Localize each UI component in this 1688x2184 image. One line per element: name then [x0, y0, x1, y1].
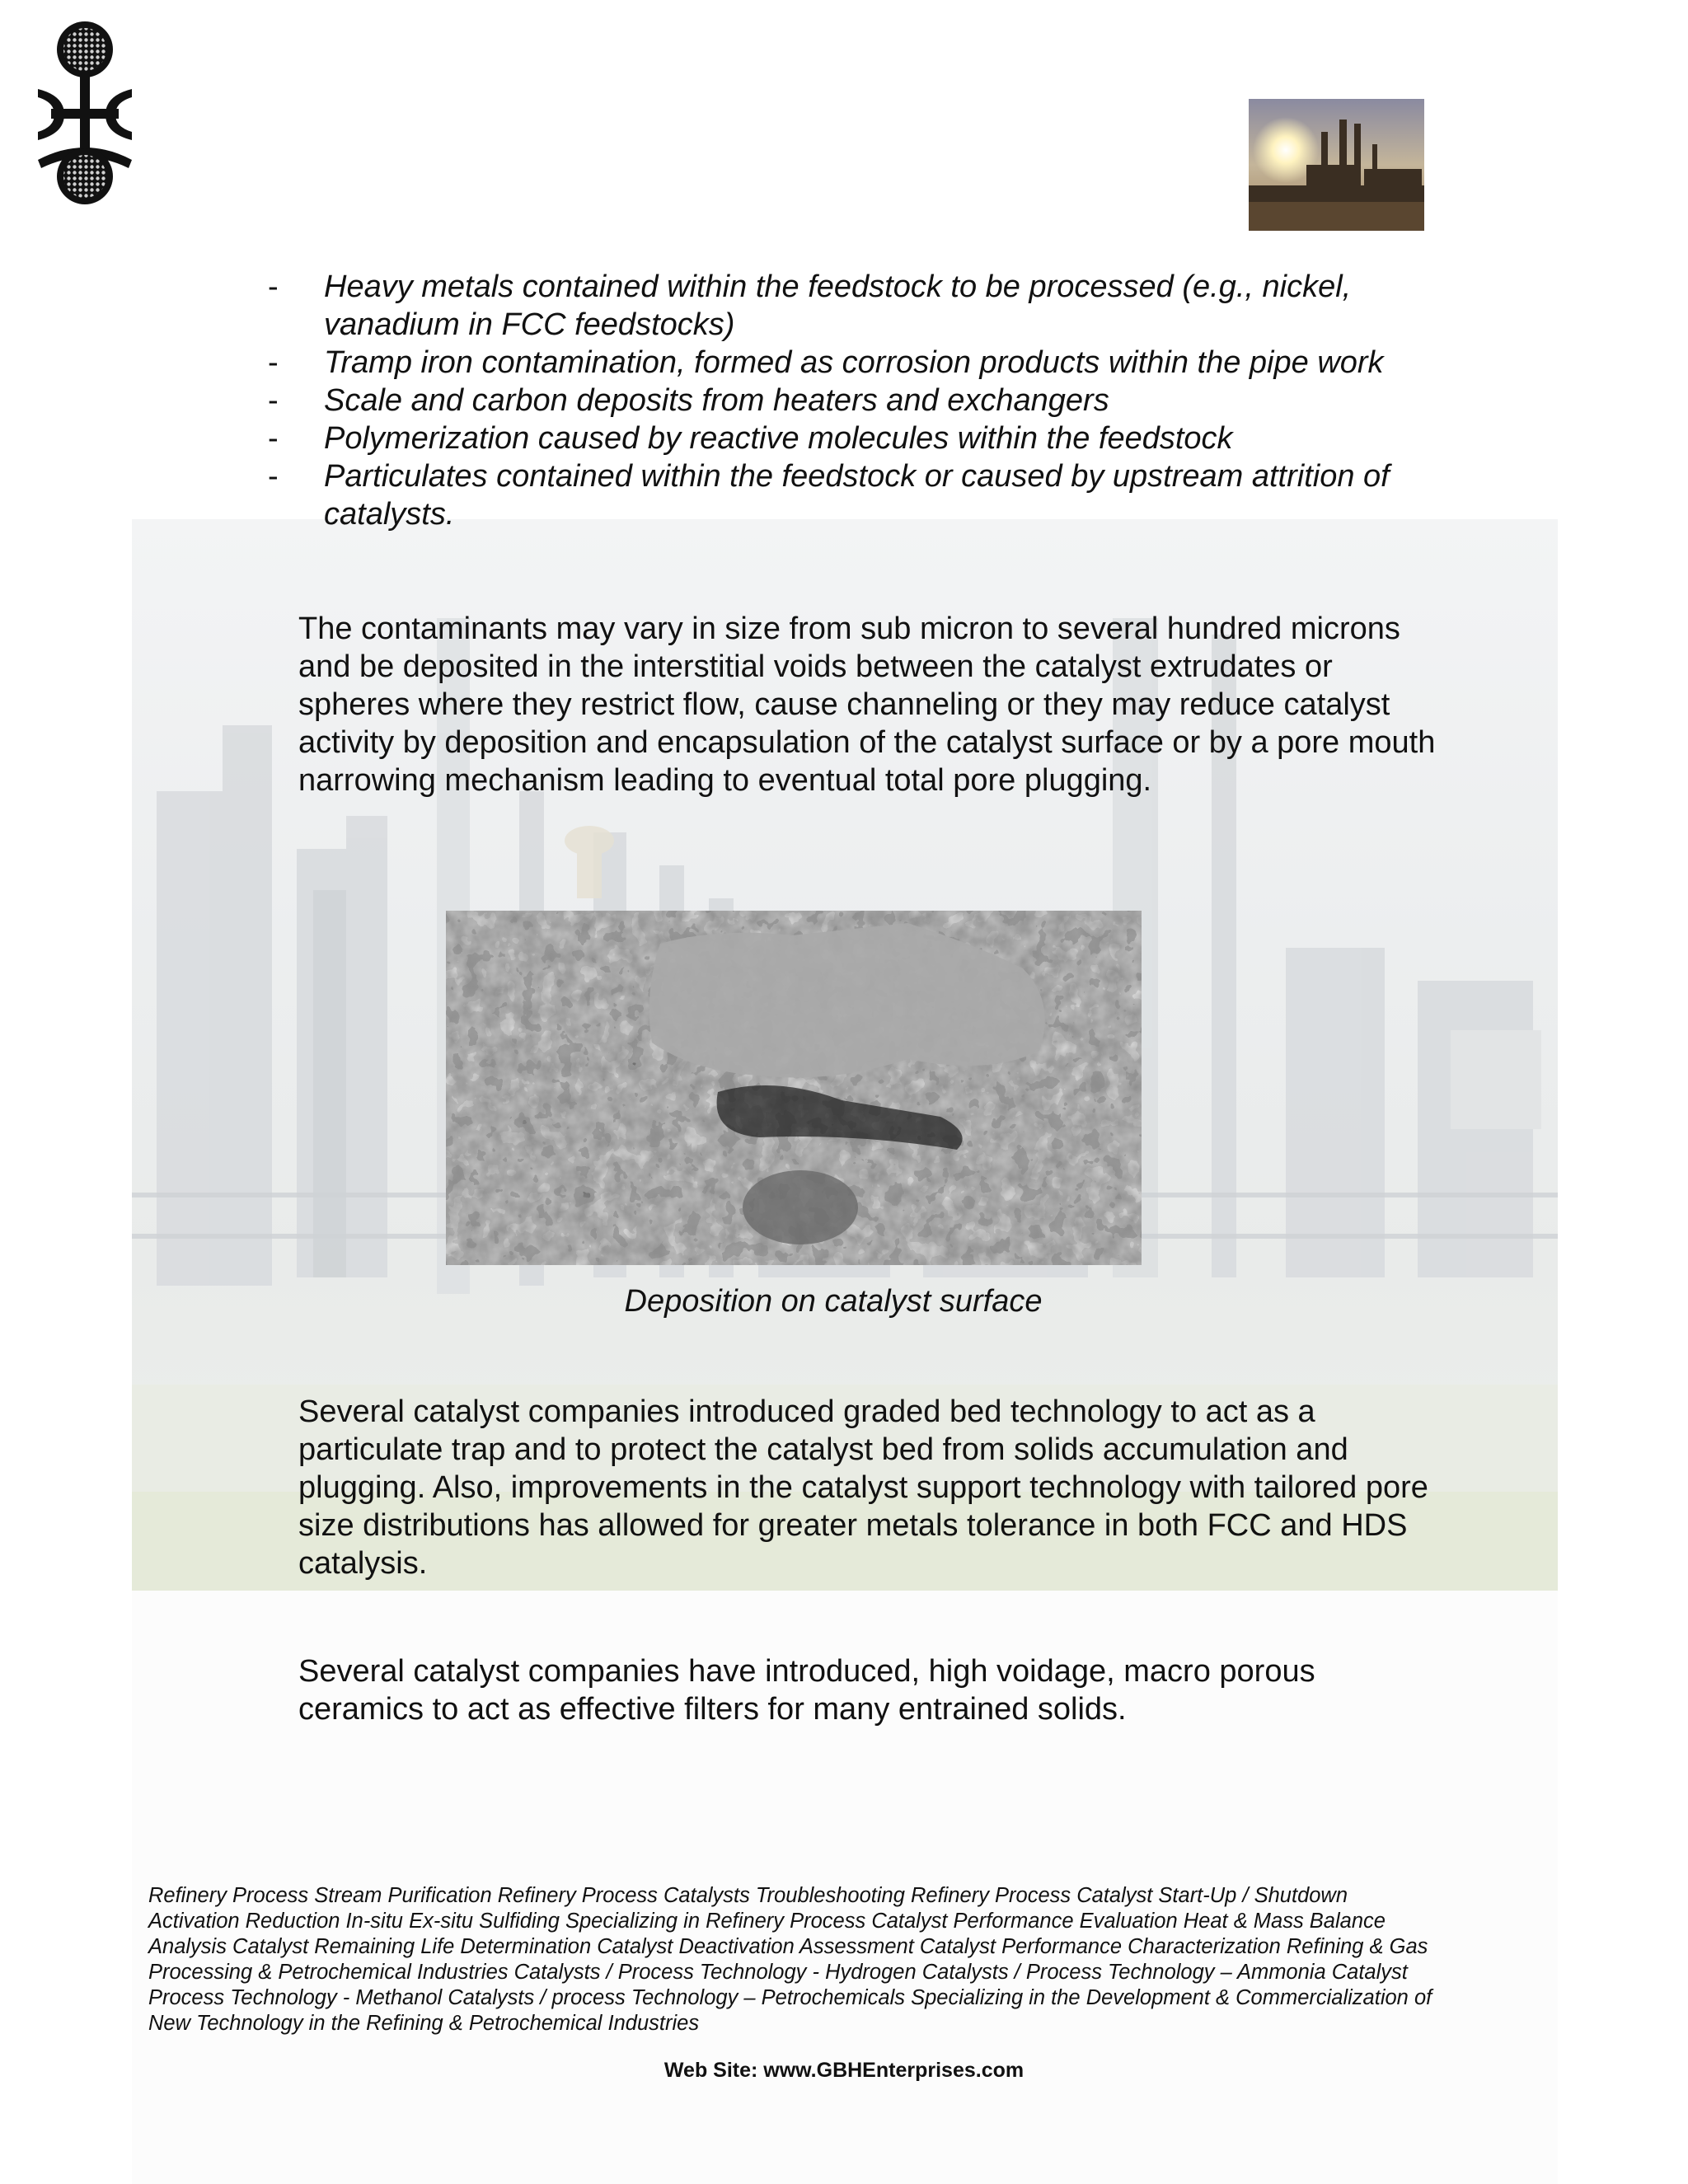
contaminants-paragraph: The contaminants may vary in size from sub micron to several hundred microns and be deposited in the interstitial voids between the catalyst extrudates or spheres where they restrict flow, cause channeling or they may reduce catalyst activity by deposition and encapsulation of the catalyst surface or by a pore mouth narrowing mechanism leading to eventual total pore plugging.	[298, 612, 1436, 798]
refinery-sunset-photo	[1249, 99, 1424, 231]
footer-website: Web Site: www.GBHEnterprises.com	[663, 2059, 1025, 2082]
figure-caption: Deposition on catalyst surface	[624, 1284, 1043, 1319]
catalyst-deposition-micrograph	[446, 911, 1142, 1265]
ceramics-paragraph: Several catalyst companies have introduced, high voidage, macro porous ceramics to act as effective filters for many entrained solids.	[298, 1654, 1315, 1727]
list-item: - Polymerization caused by reactive molecules within the feedstock	[268, 421, 1233, 456]
contaminant-bullet-list	[268, 268, 1438, 533]
footer-services-text: Refinery Process Stream Purification Refinery Process Catalysts Troubleshooting Refinery Process Catalyst Start-Up / Shutdown Activation Reduction In-situ Ex-situ Sulfiding Specializing in Refinery Process Catalyst Performance Evaluation Heat & Mass Balance Analysis Catalyst Remaining Life Determination Catalyst Deactivation Assessment Catalyst Performance Characterization Refining & Gas Processing & Petrochemical Industries Catalysts / Process Technology - Hydrogen Catalysts / Process Technology – Ammonia Catalyst Process Technology - Methanol Catalysts / process Technology – Petrochemicals Specializing in the Development & Commercialization of New Technology in the Refining & Petrochemical Industries	[148, 1884, 1432, 2035]
company-emblem-icon	[31, 20, 138, 205]
graded-bed-paragraph: Several catalyst companies introduced graded bed technology to act as a particulate trap and to protect the catalyst bed from solids accumulation and plugging. Also, improvements in the catalyst support technology with tailored pore size distributions has allowed for greater metals tolerance in both FCC and HDS catalysis.	[298, 1394, 1428, 1581]
list-item: - Heavy metals contained within the feedstock to be processed (e.g., nickel, vanadium in FCC feedstocks)	[268, 269, 1352, 342]
list-item: - Tramp iron contamination, formed as corrosion products within the pipe work	[268, 345, 1384, 380]
list-item: - Scale and carbon deposits from heaters and exchangers	[268, 383, 1109, 418]
list-item: - Particulates contained within the feedstock or caused by upstream attrition of catalysts.	[268, 459, 1390, 532]
